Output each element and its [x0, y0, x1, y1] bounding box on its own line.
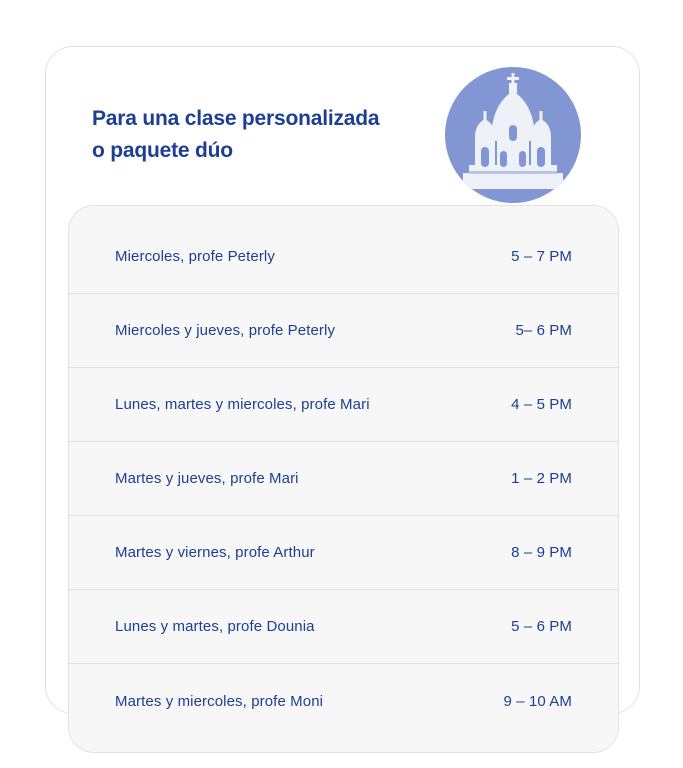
row-label: Martes y jueves, profe Mari — [115, 470, 299, 487]
row-time: 5– 6 PM — [515, 322, 572, 339]
table-row[interactable] — [69, 516, 618, 590]
table-row[interactable] — [69, 664, 618, 738]
row-label: Lunes y martes, profe Dounia — [115, 618, 315, 635]
page-title-line2: o paquete dúo — [92, 139, 233, 162]
page-title-line1: Para una clase personalizada — [92, 107, 380, 130]
table-row[interactable] — [69, 294, 618, 368]
row-time: 9 – 10 AM — [503, 692, 572, 710]
card-header — [46, 47, 639, 205]
row-label: Miercoles, profe Peterly — [115, 248, 275, 265]
row-time: 5 – 7 PM — [511, 248, 572, 265]
table-row[interactable] — [69, 220, 618, 294]
basilica-dome-icon — [445, 67, 581, 203]
row-label: Martes y viernes, profe Arthur — [115, 544, 315, 561]
schedule-table — [68, 205, 619, 753]
row-time: 4 – 5 PM — [511, 396, 572, 413]
page-title — [92, 103, 432, 167]
row-label: Miercoles y jueves, profe Peterly — [115, 322, 336, 339]
row-time: 5 – 6 PM — [511, 618, 572, 635]
row-label: Lunes, martes y miercoles, profe Mari — [115, 396, 370, 413]
row-time: 8 – 9 PM — [511, 544, 572, 561]
row-label: Martes y miercoles, profe Moni — [115, 692, 324, 710]
schedule-card — [45, 46, 640, 714]
table-row[interactable] — [69, 442, 618, 516]
table-row[interactable] — [69, 368, 618, 442]
table-row[interactable] — [69, 590, 618, 664]
row-time: 1 – 2 PM — [511, 470, 572, 487]
